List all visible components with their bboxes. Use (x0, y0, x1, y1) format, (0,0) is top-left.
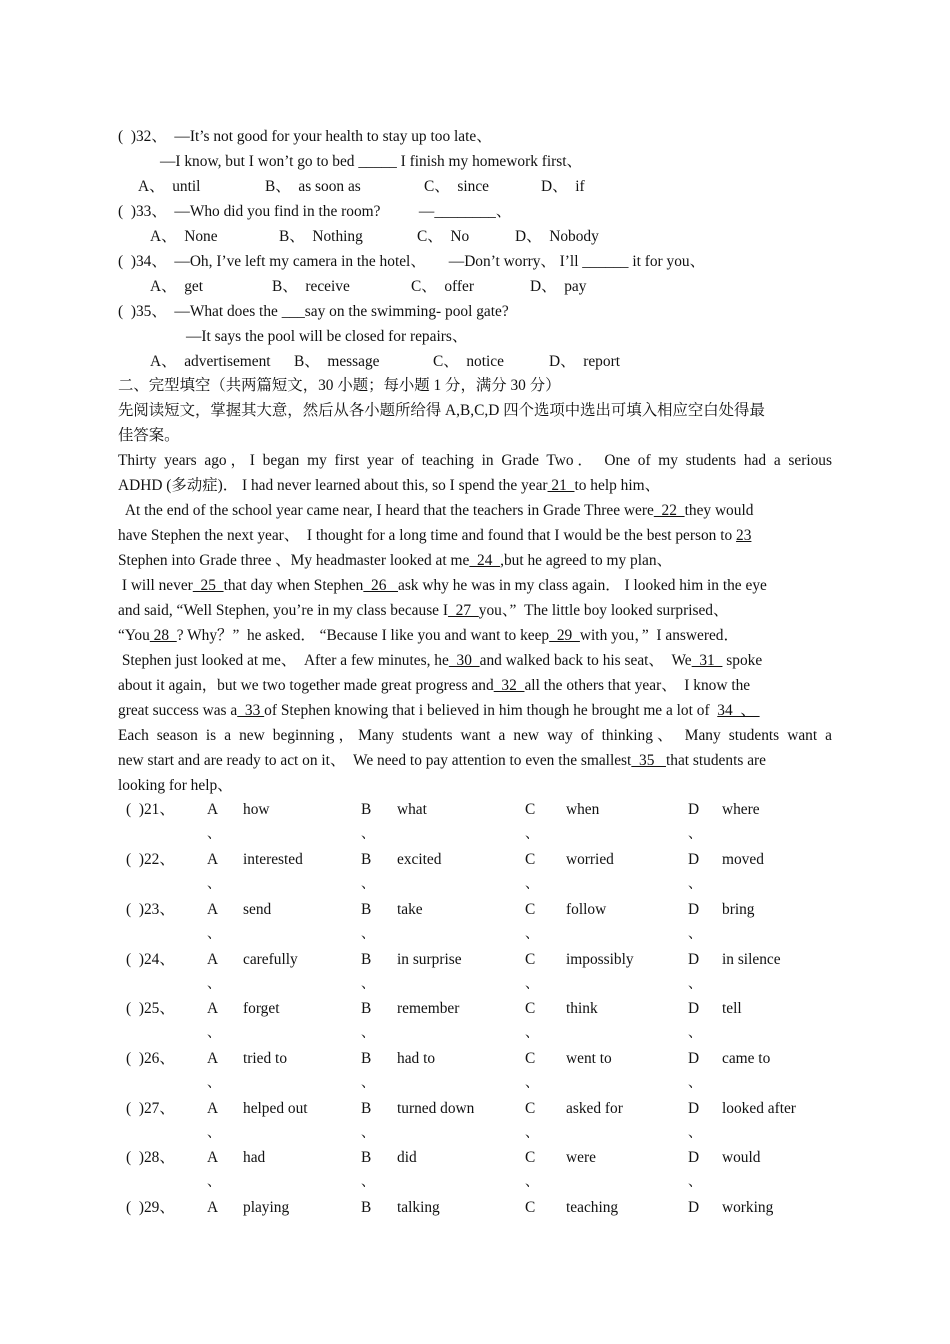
option-d-text: bring (722, 901, 755, 918)
option-a-text: playing (243, 1199, 290, 1216)
option-letter-a: A (207, 1100, 219, 1117)
option-letter-b: B (361, 851, 372, 868)
q35-option-b: B、 message (294, 353, 380, 370)
option-separator: 、 (361, 827, 375, 842)
option-letter-c: C (525, 951, 536, 968)
option-letter-b: B (361, 1050, 372, 1067)
blank-27: 27 (447, 602, 479, 619)
passage-line: Stephen just looked at me、 After a few minutes, he 30 and walked back to his seat、 We 31 spoke (118, 652, 763, 669)
q34-option-a: A、 get (150, 278, 204, 295)
blank-22: 22 (653, 502, 685, 519)
option-separator: 、 (361, 1175, 375, 1190)
option-a-text: send (243, 901, 272, 918)
option-letter-a: A (207, 1199, 219, 1216)
option-a-text: forget (243, 1000, 280, 1017)
option-separator: 、 (361, 1076, 375, 1091)
option-letter-c: C (525, 1000, 536, 1017)
option-letter-c: C (525, 901, 536, 918)
option-letter-b: B (361, 801, 372, 818)
passage-line: Stephen into Grade three 、My headmaster looked at me 24 ,but he agreed to my plan、 (118, 552, 672, 569)
answer-number: ( )28、 (126, 1149, 175, 1166)
option-separator: 、 (207, 1076, 221, 1091)
answer-number: ( )27、 (126, 1100, 175, 1117)
option-b-text: excited (397, 851, 442, 868)
option-letter-d: D (688, 801, 700, 818)
option-separator: 、 (361, 927, 375, 942)
answer-number: ( )23、 (126, 901, 175, 918)
passage-line: and said, “Well Stephen, you’re in my class because I 27 you、” The little boy looked surprised、 (118, 602, 729, 619)
blank-29: 29 (549, 627, 580, 644)
q33-option-d: D、 Nobody (515, 228, 599, 245)
answer-number: ( )24、 (126, 951, 175, 968)
option-letter-a: A (207, 951, 219, 968)
passage-line: Each season is a new beginning，Many students want a new way of thinking、 Many students want a (118, 727, 832, 744)
option-separator: 、 (525, 1175, 539, 1190)
option-d-text: tell (722, 1000, 742, 1017)
option-c-text: follow (566, 901, 607, 918)
option-d-text: would (722, 1149, 761, 1166)
option-b-text: talking (397, 1199, 440, 1216)
question-34-stem: ( )34、 —Oh, I’ve left my camera in the hotel、 —Don’t worry、 I’ll ______ it for you、 (118, 253, 706, 270)
passage-line: “You 28 ? Why？” he asked． “Because I like you and want to keep 29 with you，” I answered． (118, 627, 739, 644)
passage-line: Thirty years ago，I began my first year of teaching in Grade Two． One of my students had a serious (118, 452, 832, 469)
option-c-text: teaching (566, 1199, 619, 1216)
blank-25: 25 (192, 577, 224, 594)
question-32-stem: ( )32、 —It’s not good for your health to stay up too late、 (118, 128, 492, 145)
option-separator: 、 (688, 927, 702, 942)
blank-33: 33 (237, 702, 265, 719)
option-letter-b: B (361, 1100, 372, 1117)
option-d-text: came to (722, 1050, 771, 1067)
option-separator: 、 (525, 877, 539, 892)
option-separator: 、 (207, 827, 221, 842)
option-letter-d: D (688, 1199, 700, 1216)
option-separator: 、 (525, 1076, 539, 1091)
option-a-text: had (243, 1149, 266, 1166)
question-32-line2: —I know, but I won’t go to bed _____ I finish my homework first、 (160, 153, 582, 170)
option-letter-c: C (525, 1050, 536, 1067)
option-letter-b: B (361, 951, 372, 968)
answer-number: ( )21、 (126, 801, 175, 818)
option-a-text: how (243, 801, 270, 818)
option-letter-b: B (361, 1000, 372, 1017)
blank-30: 30 (448, 652, 480, 669)
option-c-text: think (566, 1000, 598, 1017)
option-separator: 、 (688, 1026, 702, 1041)
option-separator: 、 (207, 927, 221, 942)
blank-24: 24 (469, 552, 501, 569)
option-separator: 、 (361, 1026, 375, 1041)
blank-28: 28 (149, 627, 177, 644)
option-c-text: asked for (566, 1100, 623, 1117)
option-letter-d: D (688, 1149, 700, 1166)
option-letter-c: C (525, 1100, 536, 1117)
passage-line: about it again，but we two together made great progress and 32 all the others that year、 I know the (118, 677, 751, 694)
option-c-text: went to (566, 1050, 612, 1067)
blank-23: 23 (736, 527, 752, 544)
q33-option-a: A、 None (150, 228, 218, 245)
option-separator: 、 (207, 877, 221, 892)
passage-line: ADHD (多动症)． I had never learned about this, so I spend the year 21 to help him、 (118, 477, 660, 494)
blank-35: 35 (631, 752, 666, 769)
option-d-text: in silence (722, 951, 781, 968)
option-letter-a: A (207, 1149, 219, 1166)
option-letter-d: D (688, 851, 700, 868)
option-b-text: had to (397, 1050, 436, 1067)
option-c-text: were (566, 1149, 596, 1166)
option-separator: 、 (525, 927, 539, 942)
option-letter-a: A (207, 1000, 219, 1017)
passage-line: have Stephen the next year、 I thought for a long time and found that I would be the best person to 23 (118, 527, 752, 544)
option-letter-c: C (525, 1199, 536, 1216)
passage-line: looking for help、 (118, 777, 233, 794)
option-letter-c: C (525, 851, 536, 868)
option-a-text: interested (243, 851, 303, 868)
option-letter-a: A (207, 851, 219, 868)
q34-option-d: D、 pay (530, 278, 587, 295)
passage-line: At the end of the school year came near, I heard that the teachers in Grade Three were 22 they would (118, 502, 754, 519)
option-letter-d: D (688, 1000, 700, 1017)
option-separator: 、 (361, 1126, 375, 1141)
option-letter-b: B (361, 901, 372, 918)
option-a-text: tried to (243, 1050, 288, 1067)
option-d-text: where (722, 801, 760, 818)
option-separator: 、 (688, 827, 702, 842)
option-letter-d: D (688, 1100, 700, 1117)
option-letter-d: D (688, 951, 700, 968)
option-letter-a: A (207, 1050, 219, 1067)
q32-option-b: B、 as soon as (265, 178, 361, 195)
option-d-text: looked after (722, 1100, 796, 1117)
section-title: 二、完型填空（共两篇短文，30 小题；每小题 1 分，满分 30 分） (118, 377, 561, 394)
option-b-text: did (397, 1149, 417, 1166)
option-separator: 、 (525, 1026, 539, 1041)
q34-option-c: C、 offer (411, 278, 474, 295)
blank-31: 31 (691, 652, 723, 669)
passage-line: I will never 25 that day when Stephen 26 ask why he was in my class again． I looked him in the eye (118, 577, 767, 594)
option-separator: 、 (207, 1175, 221, 1190)
option-separator: 、 (207, 1126, 221, 1141)
option-a-text: helped out (243, 1100, 308, 1117)
option-separator: 、 (688, 1175, 702, 1190)
q34-option-b: B、 receive (272, 278, 350, 295)
blank-26: 26 (363, 577, 398, 594)
question-35-stem: ( )35、 —What does the ___say on the swimming- pool gate? (118, 303, 509, 320)
option-separator: 、 (688, 977, 702, 992)
option-c-text: when (566, 801, 600, 818)
option-d-text: moved (722, 851, 764, 868)
q35-option-d: D、 report (549, 353, 620, 370)
section-instructions-line1: 先阅读短文，掌握其大意，然后从各小题所给得 A,B,C,D 四个选项中选出可填入相应空白处得最 (118, 402, 765, 419)
answer-number: ( )25、 (126, 1000, 175, 1017)
blank-34: 34 、 (717, 702, 760, 719)
answer-number: ( )22、 (126, 851, 175, 868)
q33-option-b: B、 Nothing (279, 228, 363, 245)
option-letter-d: D (688, 1050, 700, 1067)
option-separator: 、 (688, 1076, 702, 1091)
option-letter-d: D (688, 901, 700, 918)
option-letter-c: C (525, 1149, 536, 1166)
q32-option-d: D、 if (541, 178, 585, 195)
passage-line: great success was a 33 of Stephen knowing that i believed in him though he brought me a lot of 34 、 (118, 702, 760, 719)
option-separator: 、 (688, 877, 702, 892)
question-35-line2: —It says the pool will be closed for repairs、 (186, 328, 468, 345)
option-b-text: remember (397, 1000, 460, 1017)
option-b-text: what (397, 801, 427, 818)
q35-option-a: A、 advertisement (150, 353, 271, 370)
option-letter-b: B (361, 1199, 372, 1216)
question-33-stem: ( )33、 —Who did you find in the room? —________、 (118, 203, 512, 220)
q32-option-c: C、 since (424, 178, 489, 195)
section-instructions-line2: 佳答案。 (118, 427, 180, 444)
answer-number: ( )26、 (126, 1050, 175, 1067)
blank-32: 32 (493, 677, 525, 694)
option-b-text: in surprise (397, 951, 462, 968)
option-letter-b: B (361, 1149, 372, 1166)
option-b-text: turned down (397, 1100, 475, 1117)
option-separator: 、 (525, 1126, 539, 1141)
option-separator: 、 (207, 977, 221, 992)
option-separator: 、 (525, 827, 539, 842)
q35-option-c: C、 notice (433, 353, 504, 370)
option-c-text: impossibly (566, 951, 634, 968)
option-b-text: take (397, 901, 423, 918)
option-letter-a: A (207, 801, 219, 818)
passage-line: new start and are ready to act on it、 We need to pay attention to even the smallest 35 that students are (118, 752, 766, 769)
blank-21: 21 (547, 477, 575, 494)
option-letter-c: C (525, 801, 536, 818)
option-d-text: working (722, 1199, 774, 1216)
option-a-text: carefully (243, 951, 298, 968)
q33-option-c: C、 No (417, 228, 470, 245)
option-c-text: worried (566, 851, 614, 868)
option-letter-a: A (207, 901, 219, 918)
option-separator: 、 (361, 977, 375, 992)
q32-option-a: A、 until (138, 178, 201, 195)
option-separator: 、 (207, 1026, 221, 1041)
answer-number: ( )29、 (126, 1199, 175, 1216)
option-separator: 、 (361, 877, 375, 892)
option-separator: 、 (525, 977, 539, 992)
option-separator: 、 (688, 1126, 702, 1141)
